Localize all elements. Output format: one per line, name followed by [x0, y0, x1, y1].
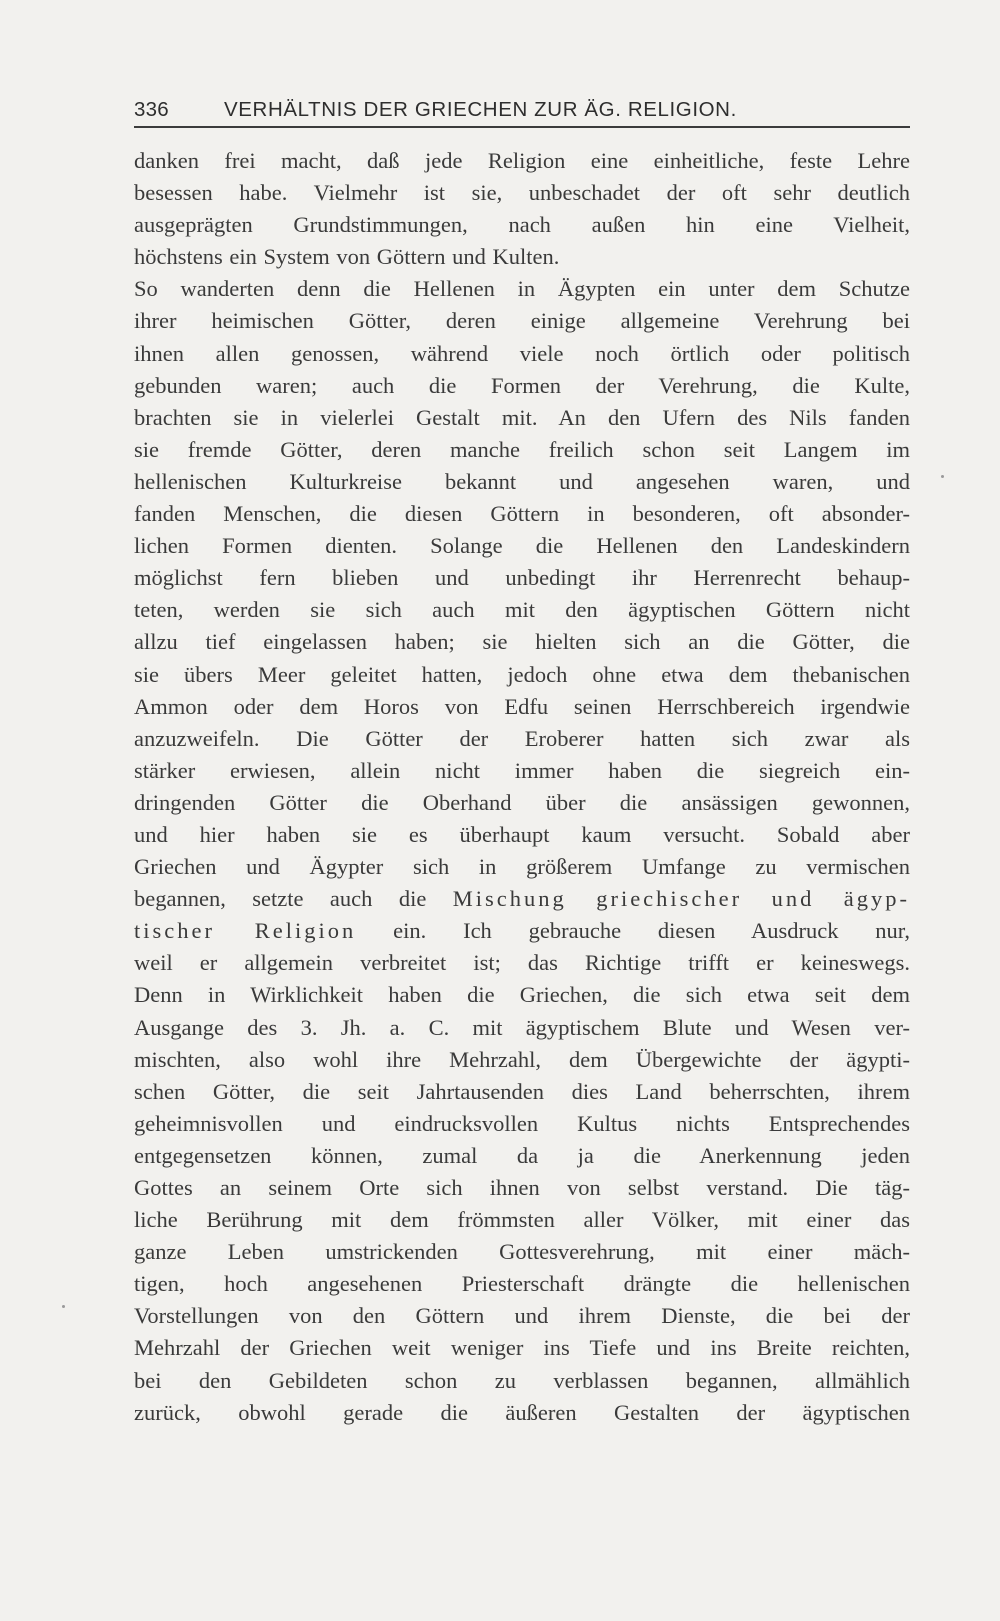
text-line: entgegensetzen können, zumal da ja die Anerkennung jeden [134, 1142, 910, 1168]
text-line: teten, werden sie sich auch mit den ägyptischen Göttern nicht [134, 597, 910, 623]
text-line: Gottes an seinem Orte sich ihnen von selbst verstand. Die täg- [134, 1175, 910, 1200]
text-line: Denn in Wirklichkeit haben die Griechen, die sich etwa seit dem [134, 982, 910, 1008]
text-line [134, 915, 910, 947]
text-line: zurück, obwohl gerade die äußeren Gestalten der ägyptischen [134, 1399, 910, 1425]
body-text [134, 145, 910, 1429]
text-line: ihnen allen genossen, während viele noch örtlich oder politisch [134, 340, 910, 366]
text-line: tigen, hoch angesehenen Priesterschaft drängte die hellenischen [134, 1271, 910, 1297]
text-line: Ausgange des 3. Jh. a. C. mit ägyptischem Blute und Wesen ver- [134, 1014, 910, 1040]
text-line: ausgeprägten Grundstimmungen, nach außen hin eine Vielheit, [134, 212, 910, 238]
text-line: besessen habe. Vielmehr ist sie, unbeschadet der oft sehr deutlich [134, 180, 910, 206]
text-line: ganze Leben umstrickenden Gottesverehrung, mit einer mäch- [134, 1239, 910, 1265]
text-line: möglichst fern blieben und unbedingt ihr Herrenrecht behaup- [134, 565, 910, 591]
text-line: hellenischen Kulturkreise bekannt und angesehen waren, und [134, 468, 910, 494]
text-line: gebunden waren; auch die Formen der Verehrung, die Kulte, [134, 372, 910, 398]
text-line: geheimnisvollen und eindrucksvollen Kultus nichts Entsprechendes [134, 1110, 910, 1136]
text-line: sie fremde Götter, deren manche freilich schon seit Langem im [134, 436, 910, 462]
text-line: ihrer heimischen Götter, deren einige allgemeine Verehrung bei [134, 308, 910, 334]
text-line: fanden Menschen, die diesen Göttern in besonderen, oft absonder- [134, 501, 910, 527]
text-line: anzuzweifeln. Die Götter der Eroberer hatten sich zwar als [134, 725, 910, 751]
text-line: dringenden Götter die Oberhand über die ansässigen gewonnen, [134, 789, 910, 815]
text-line: weil er allgemein verbreitet ist; das Richtige trifft er keineswegs. [134, 950, 910, 976]
text-line: lichen Formen dienten. Solange die Hellenen den Landeskindern [134, 533, 910, 559]
text-line: Griechen und Ägypter sich in größerem Umfange zu vermischen [134, 854, 910, 880]
text-line: mischten, also wohl ihre Mehrzahl, dem Übergewichte der ägypti- [134, 1046, 910, 1072]
text-line: allzu tief eingelassen haben; sie hielten sich an die Götter, die [134, 629, 910, 655]
paper-speck [941, 475, 944, 478]
text-line: stärker erwiesen, allein nicht immer haben die siegreich ein- [134, 757, 910, 783]
text-line: Mehrzahl der Griechen weit weniger ins Tiefe und ins Breite reichten, [134, 1335, 910, 1361]
text-line: liche Berührung mit dem frömmsten aller Völker, mit einer das [134, 1207, 910, 1233]
text-line: Vorstellungen von den Göttern und ihrem Dienste, die bei der [134, 1303, 910, 1329]
text-line: sie übers Meer geleitet hatten, jedoch ohne etwa dem thebanischen [134, 661, 910, 687]
text-fragment: begannen, setzte auch die [134, 886, 427, 912]
text-line: danken frei macht, daß jede Religion eine einheitliche, feste Lehre [134, 148, 910, 173]
text-line: brachten sie in vielerlei Gestalt mit. An den Ufern des Nils fanden [134, 404, 910, 430]
text-line: und hier haben sie es überhaupt kaum versucht. Sobald aber [134, 821, 910, 847]
spaced-emphasis: tischer Religion [134, 918, 357, 944]
running-header [134, 92, 910, 128]
text-line: So wanderten denn die Hellenen in Ägypten ein unter dem Schutze [134, 276, 910, 302]
running-title: VERHÄLTNIS DER GRIECHEN ZUR ÄG. RELIGION. [224, 98, 737, 121]
text-line: bei den Gebildeten schon zu verblassen begannen, allmählich [134, 1367, 910, 1393]
text-line [134, 883, 910, 915]
text-line: höchstens ein System von Göttern und Kulten. [134, 244, 560, 270]
paper-speck [62, 1305, 65, 1308]
page-number: 336 [134, 98, 169, 121]
spaced-emphasis: Mischung griechischer und ägyp- [452, 886, 910, 912]
text-line: schen Götter, die seit Jahrtausenden dies Land beherrschten, ihrem [134, 1078, 910, 1104]
text-fragment: ein. Ich gebrauche diesen Ausdruck nur, [356, 918, 910, 944]
text-line: Ammon oder dem Horos von Edfu seinen Herrschbereich irgendwie [134, 693, 910, 719]
